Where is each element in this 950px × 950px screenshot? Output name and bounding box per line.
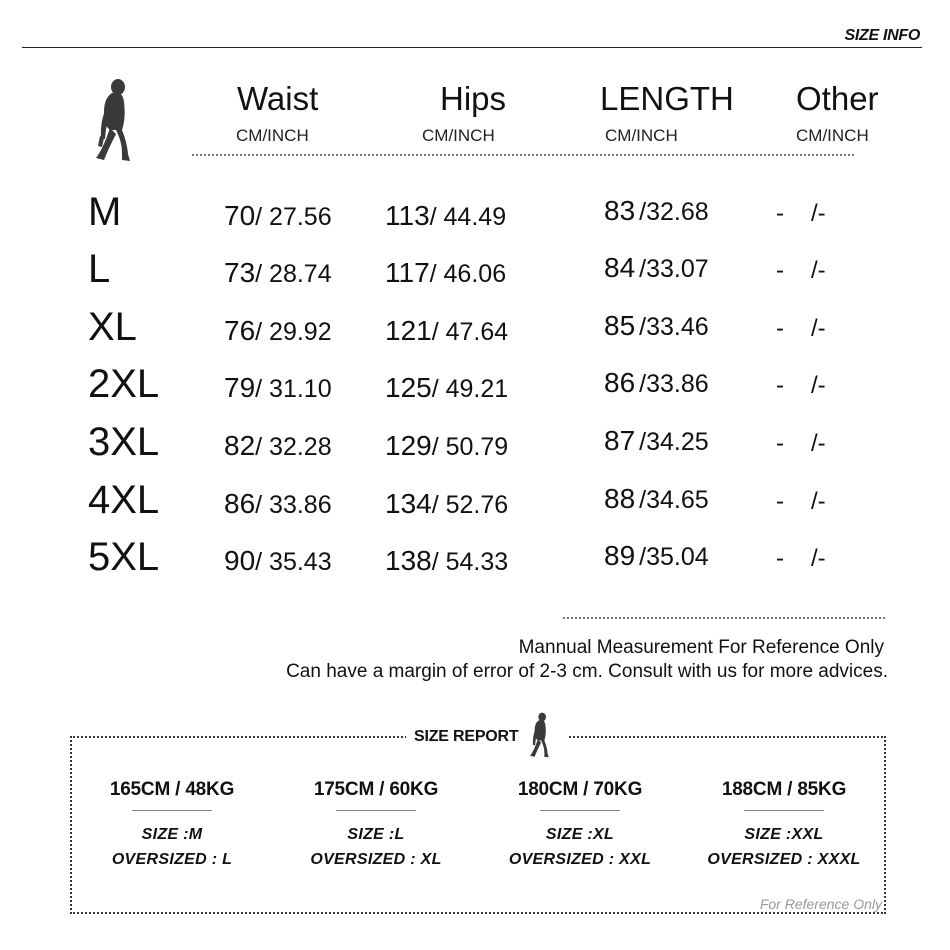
model-oversized: OVERSIZED : L: [111, 851, 233, 868]
other-value-a: -: [776, 372, 784, 399]
column-other-unit: CM/INCH: [796, 126, 869, 145]
waist-cm: 79: [224, 372, 256, 403]
hips-cm: 113: [385, 200, 430, 231]
length-inch: /33.46: [639, 313, 709, 341]
model-size: SIZE :L: [347, 826, 405, 843]
other-value-a: -: [776, 545, 784, 572]
length-value: [604, 195, 709, 227]
waist-inch: / 35.43: [255, 548, 332, 576]
column-waist: Waist: [237, 80, 319, 117]
hips-cm: 121: [385, 315, 432, 346]
other-value-b: /-: [811, 545, 826, 572]
waist-value: [224, 200, 332, 232]
gorilla-silhouette-icon: [528, 712, 552, 758]
length-inch: /32.68: [639, 198, 709, 226]
waist-value: [224, 488, 332, 520]
hips-inch: / 44.49: [429, 203, 507, 231]
model-body-stats: 188CM / 85KG: [721, 779, 847, 800]
length-value: [604, 310, 709, 342]
column-other: Other: [796, 80, 879, 117]
model-divider: [744, 810, 824, 811]
column-waist-unit: CM/INCH: [236, 126, 309, 145]
hips-cm: 134: [385, 488, 432, 519]
length-inch: /34.25: [639, 428, 709, 456]
size-label: 4XL: [88, 478, 160, 522]
column-length: LENGTH: [600, 80, 734, 117]
column-length-unit: CM/INCH: [605, 126, 678, 145]
waist-value: [224, 257, 332, 289]
waist-inch: / 29.92: [255, 318, 332, 346]
other-value-a: -: [776, 200, 784, 227]
size-label: L: [88, 247, 111, 291]
size-label: 2XL: [88, 362, 160, 406]
size-label: XL: [88, 305, 137, 349]
model-divider: [540, 810, 620, 811]
waist-inch: / 32.28: [255, 433, 332, 461]
column-hips-unit: CM/INCH: [422, 126, 495, 145]
length-inch: /33.86: [639, 370, 709, 398]
size-label: 5XL: [88, 535, 160, 579]
hips-value: [385, 315, 508, 347]
model-divider: [132, 810, 212, 811]
model-size: SIZE :XL: [545, 826, 615, 843]
gorilla-silhouette-icon: [92, 78, 136, 162]
hips-value: [385, 488, 508, 520]
hips-cm: 117: [385, 257, 430, 288]
other-value-b: /-: [811, 372, 826, 399]
length-value: [604, 252, 709, 284]
waist-inch: / 27.56: [255, 203, 332, 231]
waist-cm: 86: [224, 488, 256, 519]
hips-inch: / 49.21: [431, 375, 509, 403]
measurement-note: Mannual Measurement For Reference Only: [518, 637, 884, 658]
model-oversized: OVERSIZED : XXL: [508, 851, 652, 868]
size-report-title: SIZE REPORT: [414, 728, 519, 745]
waist-cm: 73: [224, 257, 256, 288]
length-cm: 87: [604, 425, 636, 456]
header-divider: [22, 47, 922, 48]
model-divider: [336, 810, 416, 811]
hips-inch: / 47.64: [431, 318, 509, 346]
hips-value: [385, 545, 508, 577]
other-value-b: /-: [811, 315, 826, 342]
waist-value: [224, 430, 332, 462]
size-report-box: [70, 736, 886, 914]
waist-cm: 76: [224, 315, 256, 346]
other-value-a: -: [776, 315, 784, 342]
column-hips: Hips: [440, 80, 507, 117]
length-inch: /33.07: [639, 255, 709, 283]
other-value-b: /-: [811, 257, 826, 284]
length-value: [604, 540, 709, 572]
note-dotted-rule: [563, 617, 885, 619]
length-inch: /34.65: [639, 486, 709, 514]
waist-cm: 82: [224, 430, 256, 461]
other-value-b: /-: [811, 430, 826, 457]
waist-inch: / 31.10: [255, 375, 332, 403]
other-value-b: /-: [811, 488, 826, 515]
hips-value: [385, 200, 506, 232]
model-size: SIZE :XXL: [744, 826, 824, 843]
hips-cm: 138: [385, 545, 432, 576]
other-value-a: -: [776, 488, 784, 515]
length-cm: 88: [604, 483, 636, 514]
waist-inch: / 33.86: [255, 491, 332, 519]
length-cm: 86: [604, 367, 636, 398]
size-label: M: [88, 190, 122, 234]
model-body-stats: 180CM / 70KG: [517, 779, 643, 800]
other-value-a: -: [776, 257, 784, 284]
hips-inch: / 46.06: [429, 260, 507, 288]
size-info-title: SIZE INFO: [844, 27, 920, 44]
hips-cm: 125: [385, 372, 432, 403]
length-cm: 85: [604, 310, 636, 341]
hips-value: [385, 257, 506, 289]
model-oversized: OVERSIZED : XL: [310, 851, 442, 868]
waist-value: [224, 545, 332, 577]
header-dotted-rule: [192, 154, 854, 156]
length-value: [604, 425, 709, 457]
hips-inch: / 52.76: [431, 491, 509, 519]
size-report-header: [406, 712, 568, 760]
waist-inch: / 28.74: [255, 260, 332, 288]
hips-inch: / 54.33: [431, 548, 509, 576]
length-inch: /35.04: [639, 543, 709, 571]
reference-only-footnote: For Reference Only: [759, 896, 882, 912]
model-body-stats: 175CM / 60KG: [313, 779, 439, 800]
hips-inch: / 50.79: [431, 433, 509, 461]
length-cm: 89: [604, 540, 636, 571]
hips-value: [385, 430, 508, 462]
model-body-stats: 165CM / 48KG: [109, 779, 235, 800]
size-label: 3XL: [88, 420, 160, 464]
hips-cm: 129: [385, 430, 432, 461]
waist-cm: 90: [224, 545, 256, 576]
length-cm: 84: [604, 252, 636, 283]
waist-cm: 70: [224, 200, 256, 231]
model-size: SIZE :M: [141, 826, 203, 843]
waist-value: [224, 372, 332, 404]
length-cm: 83: [604, 195, 636, 226]
hips-value: [385, 372, 508, 404]
waist-value: [224, 315, 332, 347]
length-value: [604, 367, 709, 399]
length-value: [604, 483, 709, 515]
other-value-a: -: [776, 430, 784, 457]
other-value-b: /-: [811, 200, 826, 227]
margin-note: Can have a margin of error of 2-3 cm. Consult with us for more advices.: [286, 661, 888, 682]
model-oversized: OVERSIZED : XXXL: [707, 851, 861, 868]
